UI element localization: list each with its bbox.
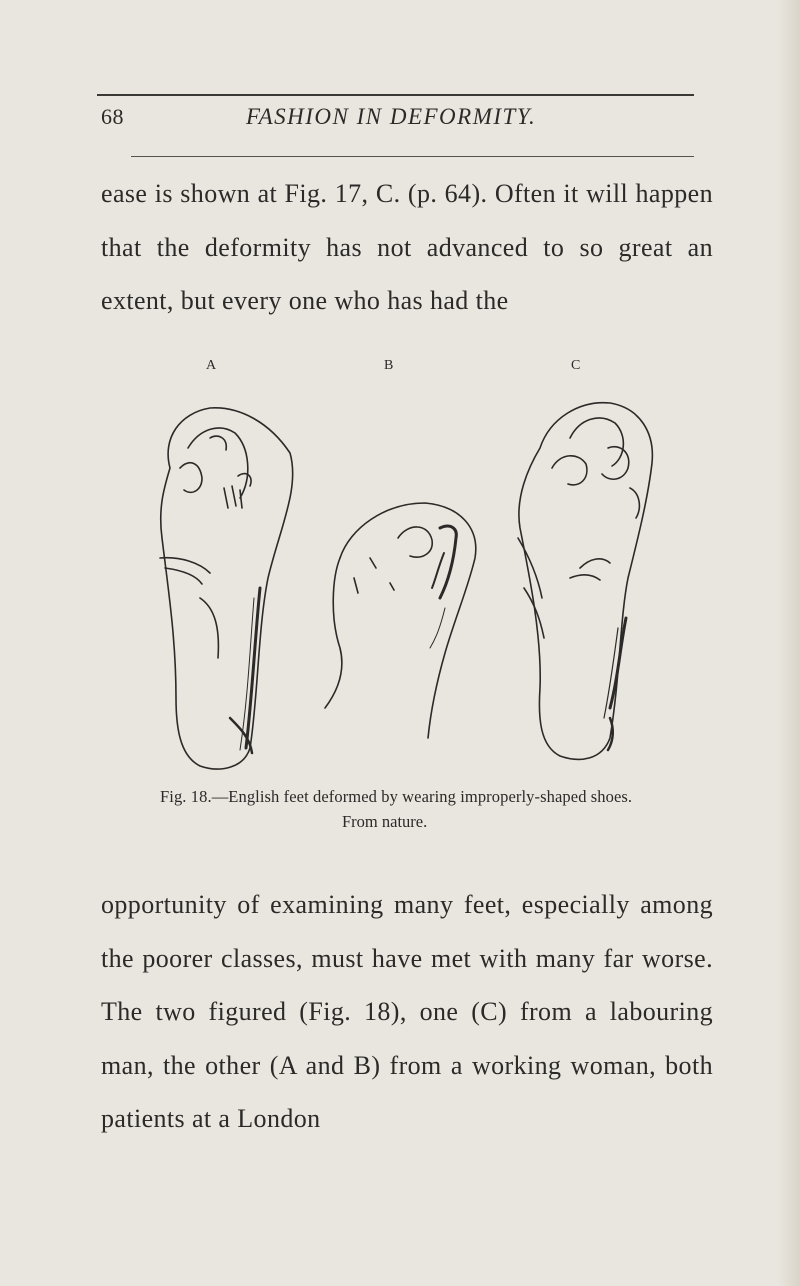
- figure-caption-label: Fig. 18.: [160, 787, 212, 806]
- foot-c-drawing: [518, 403, 652, 760]
- figure-label-b: B: [384, 358, 394, 373]
- body-paragraph-bottom: opportunity of examining many feet, especially among the poorer classes, must have met with many far worse. The two figured (Fig. 18), one (C) from a labouring man, the other (A and B) from a working woman, both patients at a London: [101, 890, 713, 1134]
- figure-label-a: A: [206, 358, 217, 373]
- header-rule-bottom: [131, 156, 694, 157]
- deformed-feet-illustration: [140, 378, 670, 778]
- page-number: 68: [101, 104, 124, 129]
- running-title: FASHION IN DEFORMITY.: [246, 104, 537, 129]
- figure-caption: [160, 787, 632, 807]
- body-paragraph-top: ease is shown at Fig. 17, C. (p. 64). Often it will happen that the deformity has not advanced to so great an extent, but every one who has had the: [101, 179, 713, 316]
- figure-caption-sub: From nature.: [342, 812, 428, 831]
- foot-a-drawing: [160, 408, 293, 769]
- figure-label-c: C: [571, 358, 581, 373]
- page-edge-shadow: [778, 0, 800, 1286]
- header-rule-top: [97, 94, 694, 96]
- figure-caption-text: —English feet deformed by wearing improperly-shaped shoes.: [211, 787, 633, 806]
- foot-b-drawing: [325, 503, 476, 738]
